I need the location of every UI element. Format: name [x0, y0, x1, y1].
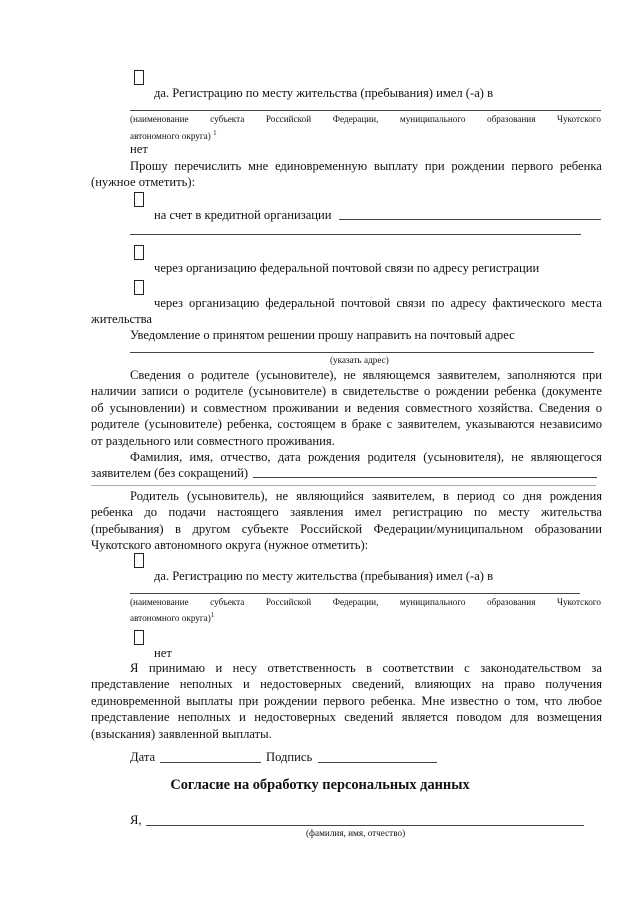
responsibility-line5: (взыскания) заявленной выплаты. — [91, 726, 272, 741]
parent-info-line1: Сведения о родителе (усыновителе), не являющемся заявителем, заполняются при — [130, 368, 602, 382]
bank-option-text: на счет в кредитной организации — [154, 208, 332, 222]
yes-parent-registration-text: да. Регистрацию по месту жительства (пребывания) имел (-а) в — [154, 569, 494, 583]
fio-input-line[interactable] — [253, 477, 597, 478]
checkbox-bank[interactable] — [134, 192, 144, 207]
fio-input-line-2[interactable] — [91, 485, 596, 486]
parent-info-paragraph — [91, 367, 602, 449]
checkbox-post-registration[interactable] — [134, 245, 144, 260]
yes-registration-text: да. Регистрацию по месту жительства (пребывания) имел (-а) в — [154, 86, 494, 100]
post-actual-line2: жительства — [91, 312, 153, 326]
parent-registration-paragraph — [91, 488, 602, 554]
checkbox-post-actual[interactable] — [134, 280, 144, 295]
responsibility-line2: представление неполных и недостоверных сведений, влияющих на право получения — [91, 677, 602, 692]
consent-ya: Я, — [130, 813, 142, 827]
post-registration-text: через организацию федеральной почтовой связи по адресу регистрации — [154, 261, 540, 275]
bank-input-line[interactable] — [339, 219, 601, 220]
responsibility-paragraph — [91, 660, 602, 742]
parent-info-line3: об усыновлении) и совместном проживании и ведения совместного хозяйства. Сведения о — [91, 400, 602, 415]
payment-request-line1: Прошу перечислить мне единовременную выплату при рождении первого ребенка — [130, 159, 602, 173]
no-parent-registration-text: нет — [154, 646, 172, 660]
address-note: (указать адрес) — [330, 355, 389, 365]
parent-region-input-line[interactable] — [130, 593, 580, 594]
no-registration-text: нет — [130, 142, 148, 156]
parent-region-note-line2: автономного округа)$^1$ — [130, 611, 215, 624]
parent-info-line4: родителе (усыновителе) ребенка, состоящем в браке с заявителем, указываются независимо — [91, 417, 602, 432]
signature-input-line[interactable] — [318, 762, 437, 763]
responsibility-line4: представление неполных и недостоверных сведений является поводом для возмещения — [91, 710, 602, 725]
fio-line1: Фамилия, имя, отчество, дата рождения родителя (усыновителя), не являющегося — [130, 450, 602, 464]
parent-region-note-line1: (наименование субъекта Российской Федерации, муниципального образования Чукотского — [130, 597, 601, 607]
consent-fio-note: (фамилия, имя, отчество) — [306, 828, 406, 838]
post-actual-line1: через организацию федеральной почтовой связи по адресу фактического места — [154, 296, 602, 310]
region-note-line1: (наименование субъекта Российской Федерации, муниципального образования Чукотского — [130, 114, 601, 124]
consent-title: Согласие на обработку персональных данных — [170, 777, 470, 793]
responsibility-line3: единовременной выплаты при рождении первого ребенка. Мне известно о том, что любое — [91, 693, 602, 708]
checkbox-yes-registration[interactable] — [134, 70, 144, 85]
consent-fio-input-line[interactable] — [146, 825, 584, 826]
fio-line2: заявителем (без сокращений) — [91, 466, 249, 480]
checkbox-yes-parent-registration[interactable] — [134, 553, 144, 568]
checkbox-no-parent-registration[interactable] — [134, 630, 144, 645]
region-input-line[interactable] — [130, 110, 601, 111]
parent-registration-line1: Родитель (усыновитель), не являющийся заявителем, в период со дня рождения — [130, 489, 602, 503]
parent-info-line2: наличии записи о родителе (усыновителе) в свидетельстве о рождении ребенка (документе — [91, 384, 602, 399]
sign-label: Подпись — [266, 750, 313, 764]
footnote-mark: 1 — [213, 129, 217, 137]
parent-registration-line4: Чукотского автономного округа (нужное отметить): — [91, 538, 369, 553]
date-label: Дата — [130, 750, 156, 764]
footnote-mark-2: 1 — [210, 611, 215, 619]
date-input-line[interactable] — [160, 762, 261, 763]
bank-input-line-2[interactable] — [130, 234, 581, 235]
parent-registration-line2: ребенка до подачи настоящего заявления имел регистрацию по месту жительства — [91, 505, 602, 520]
notice-text: Уведомление о принятом решении прошу направить на почтовый адрес — [130, 328, 515, 342]
parent-registration-line3: (пребывания) в другом субъекте Российской Федерации/муниципальном образовании — [91, 521, 602, 536]
payment-request-line2: (нужное отметить): — [91, 175, 196, 189]
responsibility-line1: Я принимаю и несу ответственность в соответствии с законодательством за — [130, 661, 602, 675]
parent-info-line5: от раздельного или совместного проживания. — [91, 433, 335, 448]
address-input-line[interactable] — [130, 352, 594, 353]
region-note-line2: автономного округа) $^1$ — [130, 129, 217, 142]
